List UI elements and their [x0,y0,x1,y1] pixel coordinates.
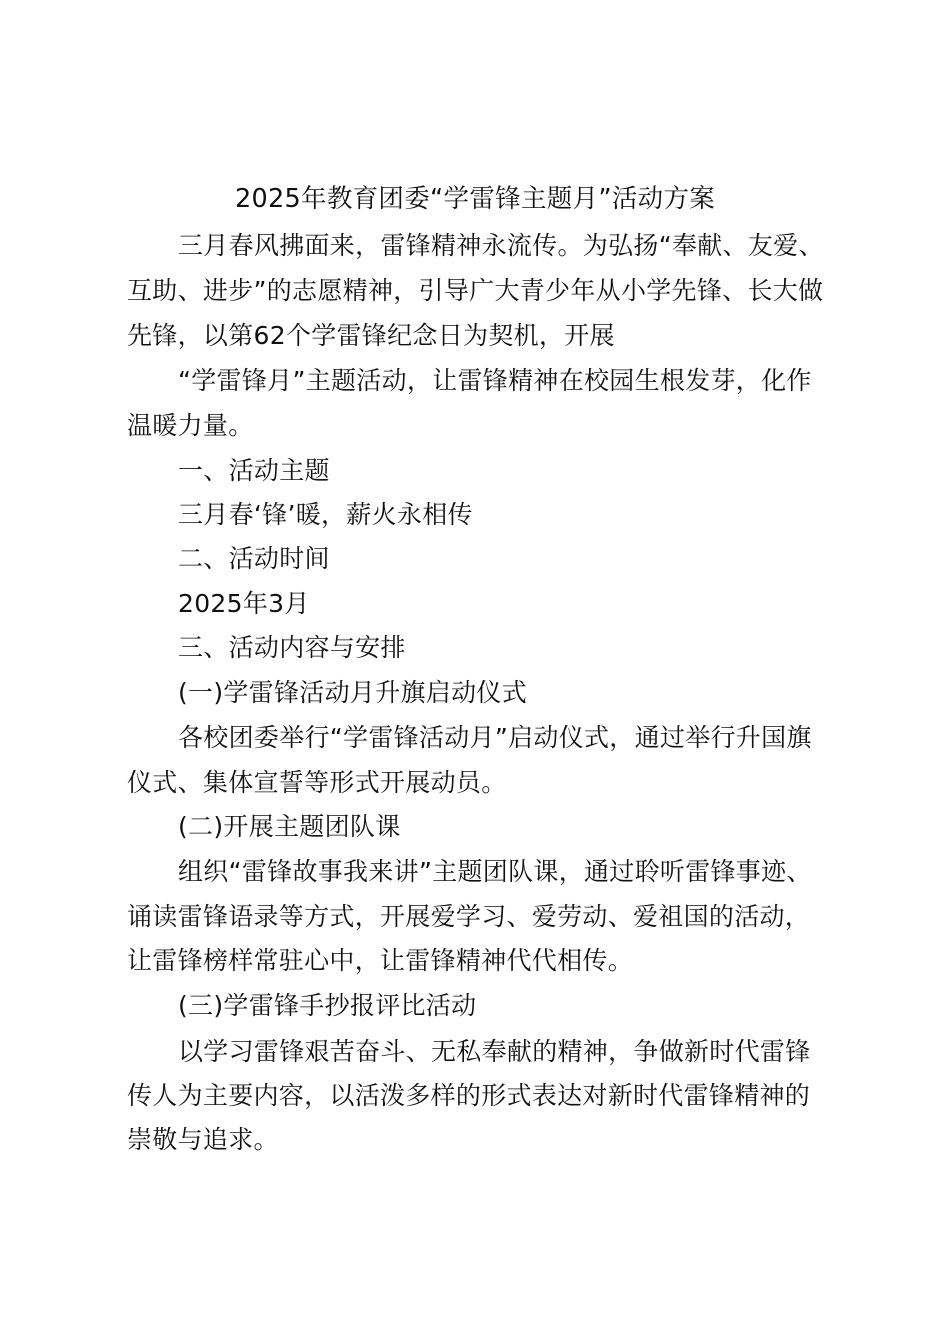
theme-text: 三月春‘锋’暖，薪火永相传 [178,500,473,529]
subsection-heading-3: (三)学雷锋手抄报评比活动 [178,991,477,1020]
subsection-3-line-3: 崇敬与追求。 [127,1125,279,1154]
subsection-1-line-2: 仪式、集体宣誓等形式开展动员。 [127,768,507,797]
intro-line-3: 先锋，以第62个学雷锋纪念日为契机，开展 [127,321,615,350]
intro-line-1: 三月春风拂面来，雷锋精神永流传。为弘扬“奉献、友爱、 [178,231,824,260]
subsection-heading-2: (二)开展主题团队课 [178,812,401,841]
intro-line-4: “学雷锋月”主题活动，让雷锋精神在校园生根发芽，化作 [178,366,812,395]
subsection-heading-1: (一)学雷锋活动月升旗启动仪式 [178,678,528,707]
section-heading-theme: 一、活动主题 [178,456,330,485]
document-title: 2025年教育团委“学雷锋主题月”活动方案 [234,184,716,214]
intro-line-2: 互助、进步”的志愿精神，引导广大青少年从小学先锋、长大做 [127,276,824,305]
section-heading-time: 二、活动时间 [178,544,330,573]
subsection-2-line-3: 让雷锋榜样常驻心中，让雷锋精神代代相传。 [127,946,634,975]
section-heading-content: 三、活动内容与安排 [178,633,406,662]
subsection-3-line-1: 以学习雷锋艰苦奋斗、无私奉献的精神，争做新时代雷锋 [178,1037,811,1066]
subsection-3-line-2: 传人为主要内容，以活泼多样的形式表达对新时代雷锋精神的 [127,1081,811,1110]
subsection-2-line-2: 诵读雷锋语录等方式，开展爱学习、爱劳动、爱祖国的活动， [127,902,811,931]
intro-line-5: 温暖力量。 [127,411,254,440]
subsection-1-line-1: 各校团委举行“学雷锋活动月”启动仪式，通过举行升国旗 [178,723,812,752]
time-text: 2025年3月 [178,589,310,618]
subsection-2-line-1: 组织“雷锋故事我来讲”主题团队课，通过聆听雷锋事迹、 [178,857,812,886]
